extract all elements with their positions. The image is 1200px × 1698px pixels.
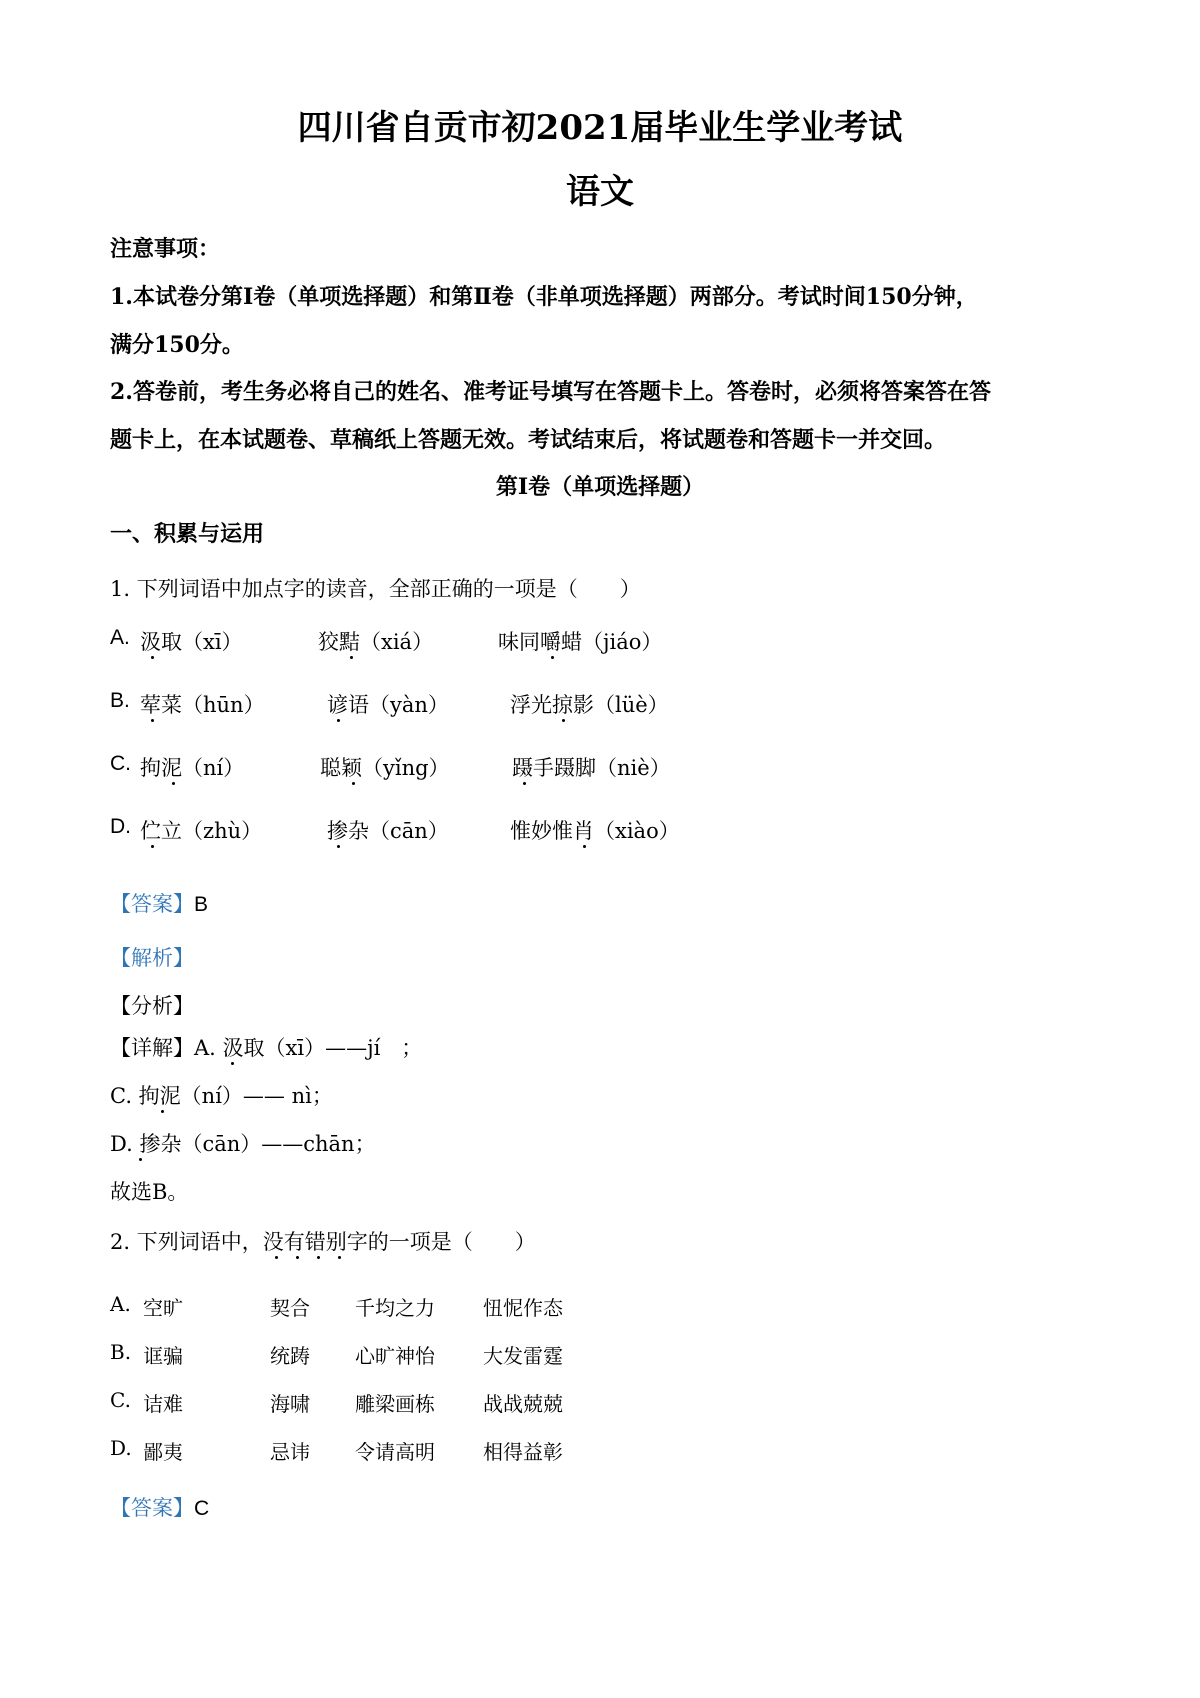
emphasis-dot [317, 1256, 320, 1259]
q1-fenxi-tag: 【分析】 [110, 994, 194, 1018]
answer-value: B [194, 893, 209, 916]
q1-stem: 1. 下列词语中加点字的读音，全部正确的一项是（ ） [110, 577, 641, 601]
q1-detail-a [110, 1032, 422, 1062]
q2-option-item: 令请高明 [355, 1440, 435, 1464]
subject-title: 语文 [566, 172, 634, 212]
q1-option-item: 浮光掠影（lüè） [510, 693, 669, 717]
q2-option-item: 契合 [270, 1296, 310, 1320]
notes-heading: 注意事项： [110, 236, 221, 262]
q1-option-label: B. [110, 689, 130, 712]
q2-option-item: 诓骗 [143, 1344, 183, 1368]
emphasis-dot [161, 1110, 164, 1113]
answer-value: C [194, 1497, 210, 1520]
q1-option-item: 狡黠（xiá） [318, 630, 434, 654]
section-title: 一、积累与运用 [110, 521, 265, 547]
q2-option-item: 忌讳 [270, 1440, 310, 1464]
q2-option-item: 相得益彰 [483, 1440, 563, 1464]
emphasis-dot [350, 656, 353, 659]
answer-tag: 【答案】 [110, 892, 194, 916]
q2-option-item: 空旷 [143, 1296, 183, 1320]
notes-item2-line1: 2.答卷前，考生务必将自己的姓名、准考证号填写在答题卡上。答卷时，必须将答案答在答 [110, 379, 991, 405]
emphasis-dot [523, 782, 526, 785]
q2-option-item: 心旷神怡 [355, 1344, 435, 1368]
q1-answer [110, 888, 208, 918]
q1-option-label: A. [110, 626, 130, 649]
emphasis-dot [139, 1158, 142, 1161]
detail-text: A. 汲取（xī）——jí ； [194, 1036, 423, 1060]
notes-item1-line2: 满分150分。 [110, 332, 244, 358]
q2-stem: 2. 下列词语中，没有错别字的一项是（ ） [110, 1230, 536, 1254]
q2-option-item: 大发雷霆 [483, 1344, 563, 1368]
q1-option-label: C. [110, 752, 131, 775]
q1-option-item: 荤菜（hūn） [140, 693, 265, 717]
notes-item2-line2: 题卡上，在本试题卷、草稿纸上答题无效。考试结束后，将试题卷和答题卡一并交回。 [110, 427, 947, 453]
volume-title: 第Ⅰ卷（单项选择题） [495, 474, 705, 500]
q2-option-label: D. [110, 1436, 132, 1460]
q1-option-item: 聪颖（yǐng） [320, 756, 450, 780]
q1-option-item: 味同嚼蜡（jiáo） [498, 630, 663, 654]
emphasis-dot [551, 656, 554, 659]
q2-option-item: 雕梁画栋 [355, 1392, 435, 1416]
q2-answer [110, 1492, 209, 1522]
emphasis-dot [151, 656, 154, 659]
q2-option-item: 忸怩作态 [483, 1296, 563, 1320]
notes-item1-line1: 1.本试卷分第Ⅰ卷（单项选择题）和第Ⅱ卷（非单项选择题）两部分。考试时间150分钟， [110, 284, 978, 310]
q1-analysis-tag: 【解析】 [110, 946, 194, 970]
emphasis-dot [275, 1256, 278, 1259]
q1-option-item: 蹑手蹑脚（niè） [512, 756, 671, 780]
q1-option-item: 掺杂（cān） [327, 819, 449, 843]
q2-option-item: 千均之力 [355, 1296, 435, 1320]
q1-option-item: 惟妙惟肖（xiào） [510, 819, 680, 843]
q2-option-item: 鄙夷 [143, 1440, 183, 1464]
emphasis-dot [337, 845, 340, 848]
emphasis-dot [352, 782, 355, 785]
q2-option-label: A. [110, 1292, 131, 1316]
emphasis-dot [172, 782, 175, 785]
q1-conclusion: 故选B。 [110, 1180, 189, 1204]
q2-option-item: 诘难 [143, 1392, 183, 1416]
q2-option-item: 统踌 [270, 1344, 310, 1368]
emphasis-dot [151, 845, 154, 848]
q1-detail-d: D. 掺杂（cān）——chān； [110, 1132, 376, 1156]
q1-detail-c: C. 拘泥（ní）—— nì； [110, 1084, 333, 1108]
emphasis-dot [583, 845, 586, 848]
emphasis-dot [151, 719, 154, 722]
q1-option-label: D. [110, 815, 131, 838]
emphasis-dot [338, 1256, 341, 1259]
detail-tag: 【详解】 [110, 1036, 194, 1060]
q1-option-item: 汲取（xī） [140, 630, 243, 654]
answer-tag: 【答案】 [110, 1496, 194, 1520]
q2-option-label: B. [110, 1340, 132, 1364]
document-title: 四川省自贡市初2021届毕业生学业考试 [297, 108, 903, 148]
q2-option-item: 战战兢兢 [483, 1392, 563, 1416]
emphasis-dot [231, 1062, 234, 1065]
q2-option-item: 海啸 [270, 1392, 310, 1416]
q1-option-item: 伫立（zhù） [140, 819, 263, 843]
q1-option-item: 谚语（yàn） [327, 693, 449, 717]
emphasis-dot [296, 1256, 299, 1259]
emphasis-dot [337, 719, 340, 722]
q1-option-item: 拘泥（ní） [140, 756, 245, 780]
emphasis-dot [562, 719, 565, 722]
q2-option-label: C. [110, 1388, 131, 1412]
